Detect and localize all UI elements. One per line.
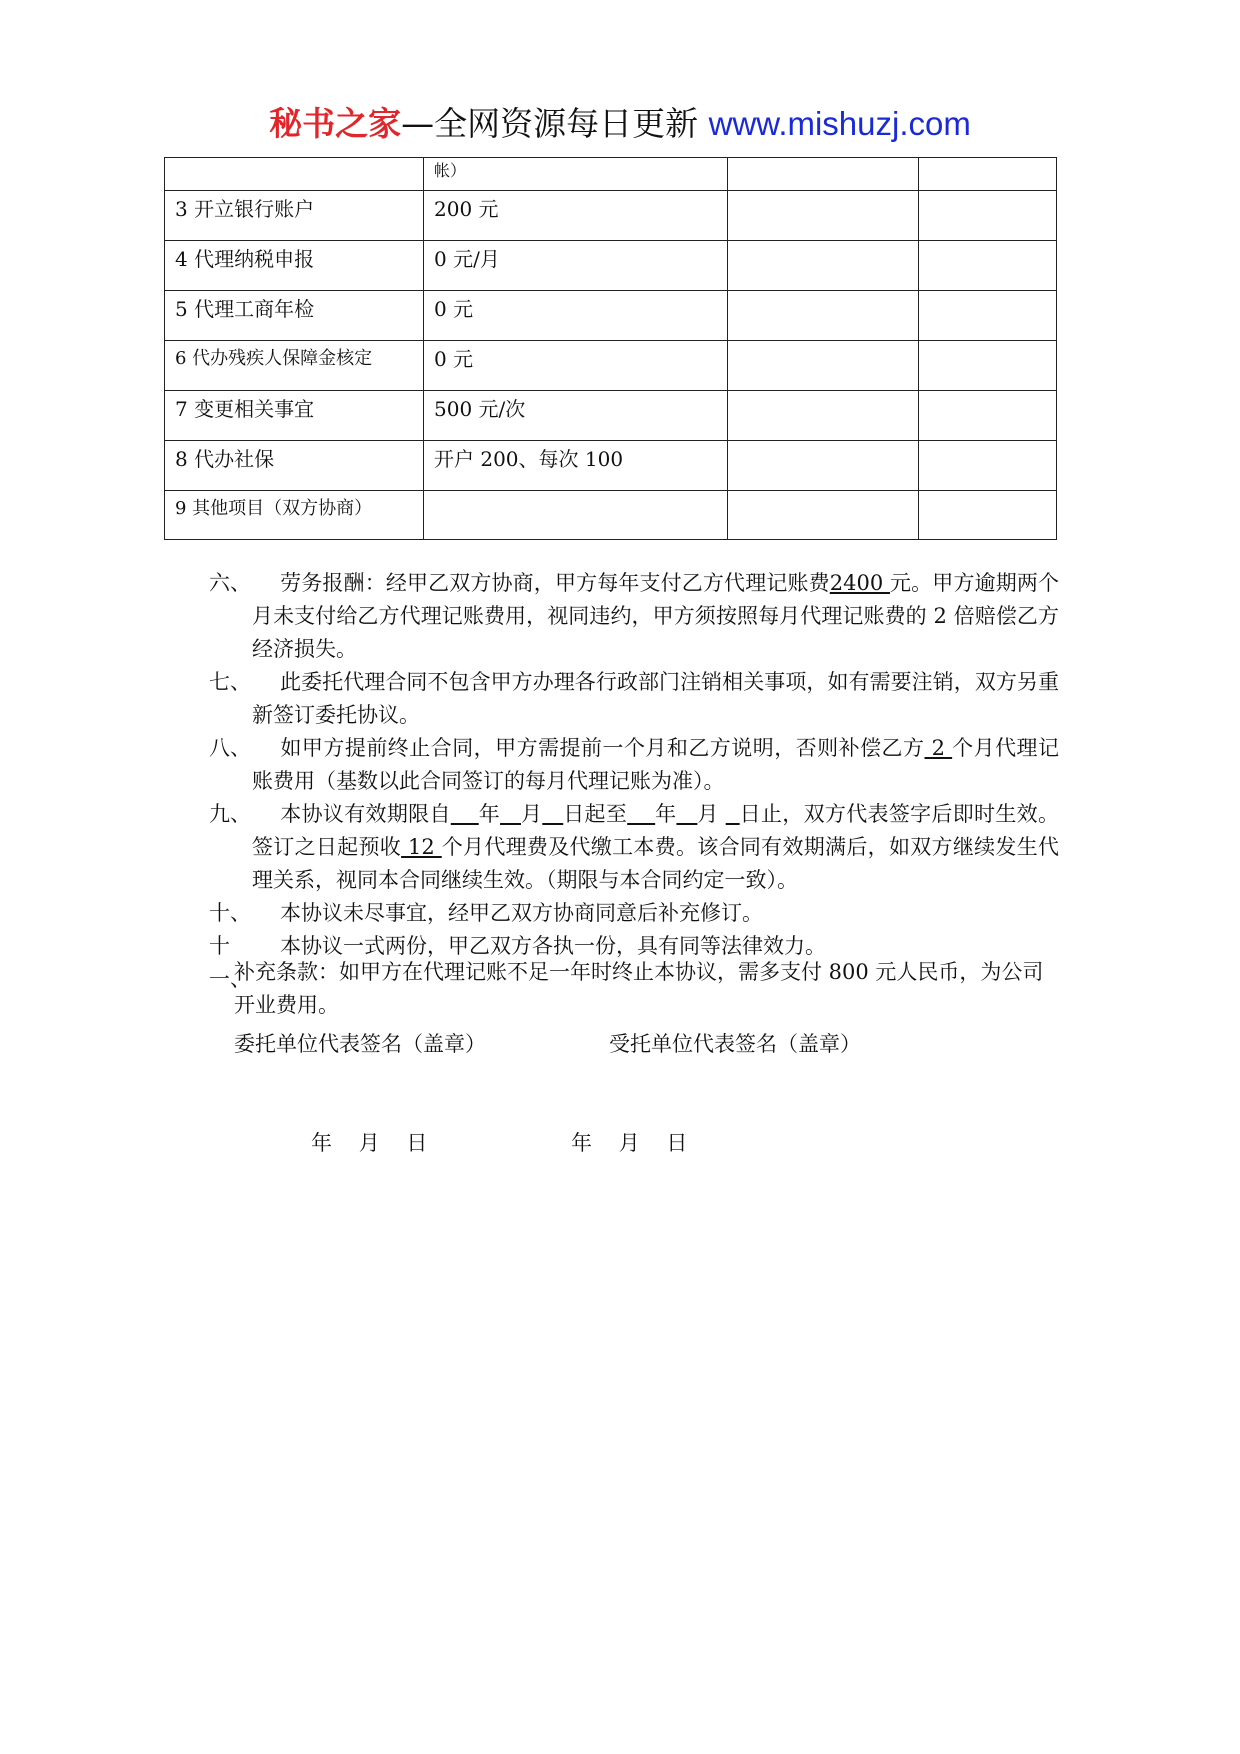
clause-number: 十、 <box>209 901 251 925</box>
blank-start-year <box>451 802 479 826</box>
table-row <box>165 441 1057 491</box>
clause-number: 八、 <box>209 736 251 760</box>
empty-cell <box>728 158 919 191</box>
blank-end-year <box>627 802 655 826</box>
fee-table <box>164 157 1057 540</box>
table-row <box>165 191 1057 241</box>
item-cell: 5 代理工商年检 <box>165 291 424 341</box>
clause-8 <box>209 732 1059 798</box>
item-cell: 9 其他项目（双方协商） <box>165 491 424 540</box>
blank-end-month <box>676 802 697 826</box>
empty-cell <box>728 491 919 540</box>
price-cell: 0 元/月 <box>424 241 728 291</box>
clause-6 <box>209 567 1059 666</box>
price-cell: 开户 200、每次 100 <box>424 441 728 491</box>
clause-text: 日起至 <box>563 802 628 826</box>
prepaid-months: 12 <box>401 835 442 859</box>
clause-text: 年 <box>655 802 677 826</box>
clause-text: 本协议有效期限自 <box>280 802 451 826</box>
clause-text: 月 <box>520 802 543 826</box>
clause-text: 月 <box>697 802 726 826</box>
empty-cell <box>919 158 1057 191</box>
table-row <box>165 158 1057 191</box>
clause-text: 如甲方提前终止合同，甲方需提前一个月和乙方说明，否则补偿乙方 <box>280 736 925 760</box>
item-cell: 6 代办残疾人保障金核定 <box>165 341 424 391</box>
table-row <box>165 391 1057 441</box>
empty-cell <box>919 191 1057 241</box>
blank-start-day <box>542 802 563 826</box>
clause-9 <box>209 798 1059 897</box>
empty-cell <box>728 291 919 341</box>
price-cell <box>424 491 728 540</box>
item-cell <box>165 158 424 191</box>
supplementary-clause: 补充条款：如甲方在代理记账不足一年时终止本协议，需多支付 800 元人民币，为公司开业费用。 <box>234 960 1044 1017</box>
client-date-label: 年 月 日 <box>311 1131 428 1155</box>
item-cell: 7 变更相关事宜 <box>165 391 424 441</box>
price-cell: 帐） <box>424 158 728 191</box>
clause-number: 九、 <box>209 802 251 826</box>
blank-start-month <box>500 802 521 826</box>
empty-cell <box>728 341 919 391</box>
item-cell: 3 开立银行账户 <box>165 191 424 241</box>
clause-number: 七、 <box>209 670 251 694</box>
site-url-link[interactable]: www.mishuzj.com <box>708 105 971 142</box>
site-header <box>0 102 1240 146</box>
empty-cell <box>728 191 919 241</box>
clause-text: 元。甲方逾期两个月未支付给乙方代理记账费用，视同违约，甲方须按照每月代理记账费的 2 倍赔偿乙方经济损失。 <box>252 571 1060 661</box>
empty-cell <box>919 241 1057 291</box>
empty-cell <box>728 241 919 291</box>
client-signature-label: 委托单位代表签名（盖章） <box>234 1032 486 1056</box>
table-row <box>165 291 1057 341</box>
empty-cell <box>919 291 1057 341</box>
site-slogan: —全网资源每日更新 <box>401 104 709 143</box>
clause-text: 本协议未尽事宜，经甲乙双方协商同意后补充修订。 <box>280 901 763 925</box>
price-cell: 200 元 <box>424 191 728 241</box>
price-cell: 0 元 <box>424 291 728 341</box>
agent-date-label: 年 月 日 <box>571 1131 688 1155</box>
empty-cell <box>728 441 919 491</box>
empty-cell <box>919 391 1057 441</box>
clause-text: 年 <box>478 802 501 826</box>
clause-10 <box>209 897 1059 930</box>
clause-number: 十一、 <box>209 934 251 991</box>
clause-text: 个月代理记账费用（基数以此合同签订的每月代理记账为准）。 <box>252 736 1060 793</box>
item-cell: 4 代理纳税申报 <box>165 241 424 291</box>
clause-7 <box>209 666 1059 732</box>
clause-text: 劳务报酬：经甲乙双方协商，甲方每年支付乙方代理记账费 <box>280 571 830 595</box>
clause-text: 日止，双方代表签字后即时生效。签订之日起预收 <box>252 802 1059 859</box>
table-row <box>165 241 1057 291</box>
empty-cell <box>728 391 919 441</box>
price-cell: 0 元 <box>424 341 728 391</box>
empty-cell <box>919 491 1057 540</box>
empty-cell <box>919 341 1057 391</box>
clause-text: 此委托代理合同不包含甲方办理各行政部门注销相关事项，如有需要注销，双方另重新签订委托协议。 <box>252 670 1059 727</box>
clause-number: 六、 <box>209 571 251 595</box>
compensation-months: 2 <box>924 736 953 760</box>
agent-signature-label: 受托单位代表签名（盖章） <box>609 1032 861 1056</box>
table-row <box>165 491 1057 540</box>
clause-text: 本协议一式两份，甲乙双方各执一份，具有同等法律效力。 <box>280 934 826 958</box>
empty-cell <box>919 441 1057 491</box>
site-brand: 秘书之家 <box>269 104 402 143</box>
price-cell: 500 元/次 <box>424 391 728 441</box>
annual-fee-amount: 2400 <box>829 571 891 595</box>
item-cell: 8 代办社保 <box>165 441 424 491</box>
table-row <box>165 341 1057 391</box>
clause-text: 个月代理费及代缴工本费。该合同有效期满后，如双方继续发生代理关系，视同本合同继续生效。（期限与本合同约定一致）。 <box>252 835 1060 892</box>
blank-end-day <box>726 802 740 826</box>
